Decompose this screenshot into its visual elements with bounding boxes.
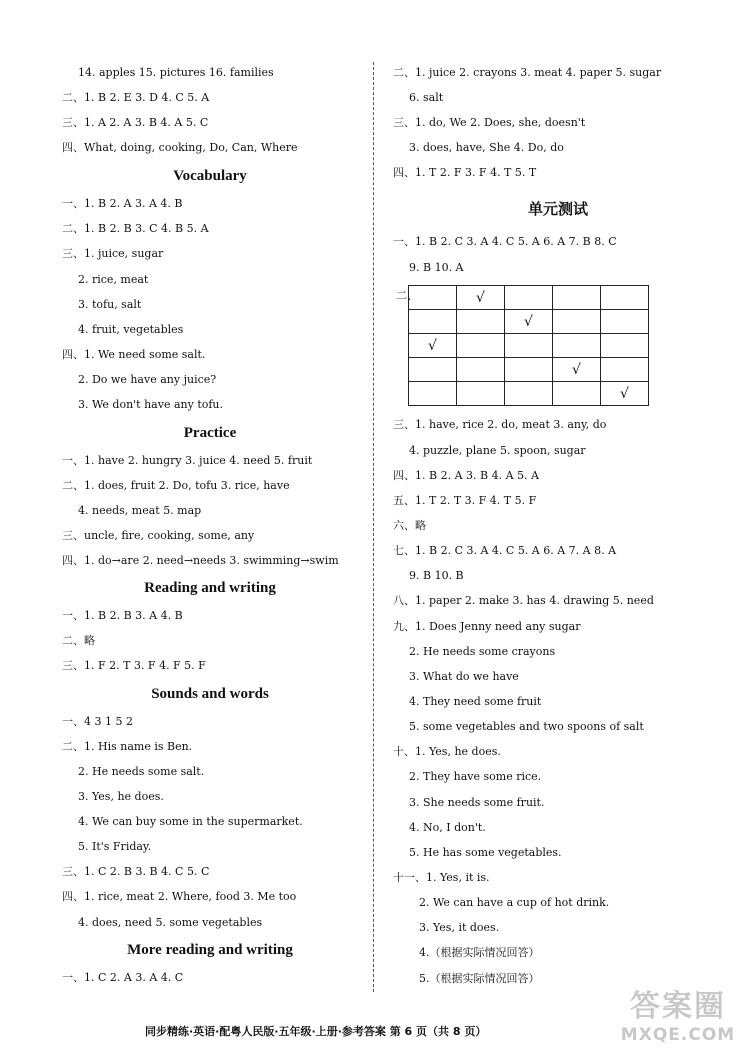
grid-row [409,286,649,310]
check-mark-icon: √ [553,358,601,382]
answer-line: 四、1. rice, meat 2. Where, food 3. Me too [62,890,297,903]
answer-line: 四、1. do→are 2. need→needs 3. swimming→swim [62,554,339,567]
answer-line: 5. He has some vegetables. [409,846,562,859]
answer-line: 4. No, I don't. [409,821,486,834]
answer-line: 四、1. B 2. A 3. B 4. A 5. A [393,469,539,482]
answer-line: 3. She needs some fruit. [409,796,545,809]
answer-line: 3. Yes, it does. [419,921,500,934]
section-heading-more-reading: More reading and writing [127,942,293,958]
answer-line: 5.（根据实际情况回答） [419,972,540,985]
column-divider [373,62,374,992]
grid-row [409,358,649,382]
watermark-text-bottom: MXQE.COM [620,1025,736,1045]
answer-line: 二、1. does, fruit 2. Do, tofu 3. rice, have [62,479,290,492]
check-mark-icon: √ [505,310,553,334]
answer-line: 十、1. Yes, he does. [393,745,501,758]
page-footer: 同步精练·英语·配粤人民版·五年级·上册·参考答案 第 6 页（共 8 页） [145,1025,487,1038]
answer-line: 2. rice, meat [78,273,149,286]
answer-line: 二、1. B 2. E 3. D 4. C 5. A [62,91,210,104]
answer-line: 五、1. T 2. T 3. F 4. T 5. F [393,494,537,507]
answer-line: 三、uncle, fire, cooking, some, any [62,529,255,542]
section-heading-vocabulary: Vocabulary [173,168,247,184]
watermark-logo [612,990,744,1056]
answer-line: 三、1. have, rice 2. do, meat 3. any, do [393,418,607,431]
answer-line: 四、What, doing, cooking, Do, Can, Where [62,141,298,154]
answer-line: 5. some vegetables and two spoons of salt [409,720,644,733]
answer-line: 4. We can buy some in the supermarket. [78,815,303,828]
answer-line: 3. We don't have any tofu. [78,398,224,411]
answer-line: 4. needs, meat 5. map [78,504,202,517]
section-heading-reading-writing: Reading and writing [144,580,276,596]
check-mark-icon: √ [409,334,457,358]
answer-line: 3. What do we have [409,670,519,683]
answer-line: 二、略 [62,634,95,647]
answer-line: 一、4 3 1 5 2 [62,715,133,728]
grid-row [409,310,649,334]
watermark-text-top: 答案圈 [630,989,726,1024]
answer-line: 二、1. juice 2. crayons 3. meat 4. paper 5. sugar [393,66,662,79]
section-heading-unit-test: 单元测试 [527,200,588,218]
answer-line: 2. We can have a cup of hot drink. [419,896,610,909]
answer-line: 9. B 10. B [409,569,464,582]
answer-line: 九、1. Does Jenny need any sugar [393,620,581,633]
answer-line: 5. It's Friday. [78,840,152,853]
answer-line: 3. Yes, he does. [78,790,164,803]
answer-line: 四、1. T 2. F 3. F 4. T 5. T [393,166,537,179]
answer-line: 3. tofu, salt [78,298,142,311]
answer-grid [408,285,649,406]
answer-line: 三、1. juice, sugar [62,247,164,260]
answer-line: 三、1. A 2. A 3. B 4. A 5. C [62,116,209,129]
answer-line: 4. does, need 5. some vegetables [78,916,263,929]
answer-line: 2. Do we have any juice? [78,373,217,386]
answer-line: 一、1. have 2. hungry 3. juice 4. need 5. fruit [62,454,313,467]
answer-line: 4. puzzle, plane 5. spoon, sugar [409,444,586,457]
answer-line: 4. fruit, vegetables [78,323,184,336]
grid-row [409,334,649,358]
answer-line: 14. apples 15. pictures 16. families [78,66,274,79]
answer-line: 三、1. C 2. B 3. B 4. C 5. C [62,865,210,878]
answer-line: 一、1. B 2. B 3. A 4. B [62,609,183,622]
section-heading-sounds-words: Sounds and words [151,686,269,702]
answer-line: 一、1. B 2. A 3. A 4. B [62,197,183,210]
answer-line: 八、1. paper 2. make 3. has 4. drawing 5. need [393,594,654,607]
check-mark-icon: √ [601,382,649,406]
answer-line: 4.（根据实际情况回答） [419,946,540,959]
answer-line: 2. He needs some salt. [78,765,205,778]
answer-line: 二、1. His name is Ben. [62,740,193,753]
answer-line: 十一、1. Yes, it is. [393,871,490,884]
answer-line: 4. They need some fruit [409,695,542,708]
grid-row [409,382,649,406]
answer-line: 6. salt [409,91,444,104]
answer-line: 三、1. do, We 2. Does, she, doesn't [393,116,586,129]
answer-line: 六、略 [393,519,426,532]
answer-line: 3. does, have, She 4. Do, do [409,141,564,154]
answer-line: 四、1. We need some salt. [62,348,206,361]
check-mark-icon: √ [457,286,505,310]
answer-line: 9. B 10. A [409,261,464,274]
answer-line: 2. He needs some crayons [409,645,556,658]
grid-question-label: 二、 [396,289,418,302]
answer-line: 2. They have some rice. [409,770,542,783]
answer-line: 一、1. C 2. A 3. A 4. C [62,971,184,984]
answer-line: 二、1. B 2. B 3. C 4. B 5. A [62,222,209,235]
section-heading-practice: Practice [183,425,237,441]
answer-line: 一、1. B 2. C 3. A 4. C 5. A 6. A 7. B 8. C [393,235,617,248]
answer-line: 七、1. B 2. C 3. A 4. C 5. A 6. A 7. A 8. A [393,544,617,557]
answer-line: 三、1. F 2. T 3. F 4. F 5. F [62,659,206,672]
